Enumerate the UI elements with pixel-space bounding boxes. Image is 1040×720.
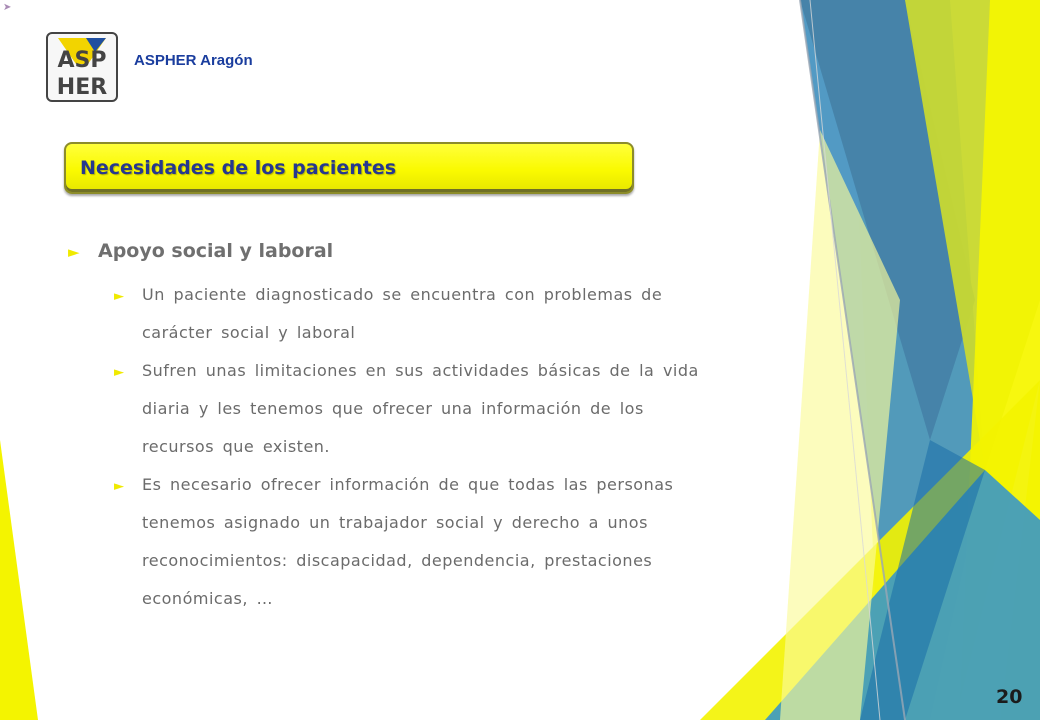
bullet-item [114, 276, 748, 352]
triangle-right-icon: ► [114, 289, 125, 304]
text-line: Un paciente diagnosticado se encuentra con problemas de [142, 285, 663, 304]
heading-text: Apoyo social y laboral [98, 240, 334, 262]
slide-title: Necesidades de los pacientes [80, 157, 397, 179]
triangle-right-icon: ► [114, 479, 125, 494]
brand-name: ASPHER Aragón [134, 52, 253, 69]
logo-text-top: ASP [57, 48, 107, 73]
text-line: Es necesario ofrecer información de que todas las personas [142, 475, 674, 494]
text-line: reconocimientos: discapacidad, dependencia, prestaciones [142, 551, 653, 570]
left-yellow-wedge [0, 440, 38, 720]
bullet-heading [68, 240, 748, 262]
page-number: 20 [996, 686, 1023, 708]
slide-content [68, 240, 748, 618]
triangle-right-icon: ► [68, 243, 80, 261]
text-line: diaria y les tenemos que ofrecer una información de los [142, 399, 644, 418]
bullet-text [142, 352, 699, 466]
bullet-item [114, 352, 748, 466]
bullet-text [142, 276, 662, 352]
bullet-item [114, 466, 748, 618]
section-title-bar [64, 142, 634, 194]
text-line: económicas, … [142, 589, 273, 608]
triangle-right-icon: ► [114, 365, 125, 380]
logo-text-bottom: HER [56, 75, 108, 100]
text-line: tenemos asignado un trabajador social y derecho a unos [142, 513, 648, 532]
aspher-logo [46, 32, 118, 102]
corner-arrow-icon: ➤ [3, 2, 12, 13]
bullet-text [142, 466, 673, 618]
text-line: Sufren unas limitaciones en sus actividades básicas de la vida [142, 361, 699, 380]
text-line: carácter social y laboral [142, 323, 356, 342]
text-line: recursos que existen. [142, 437, 331, 456]
